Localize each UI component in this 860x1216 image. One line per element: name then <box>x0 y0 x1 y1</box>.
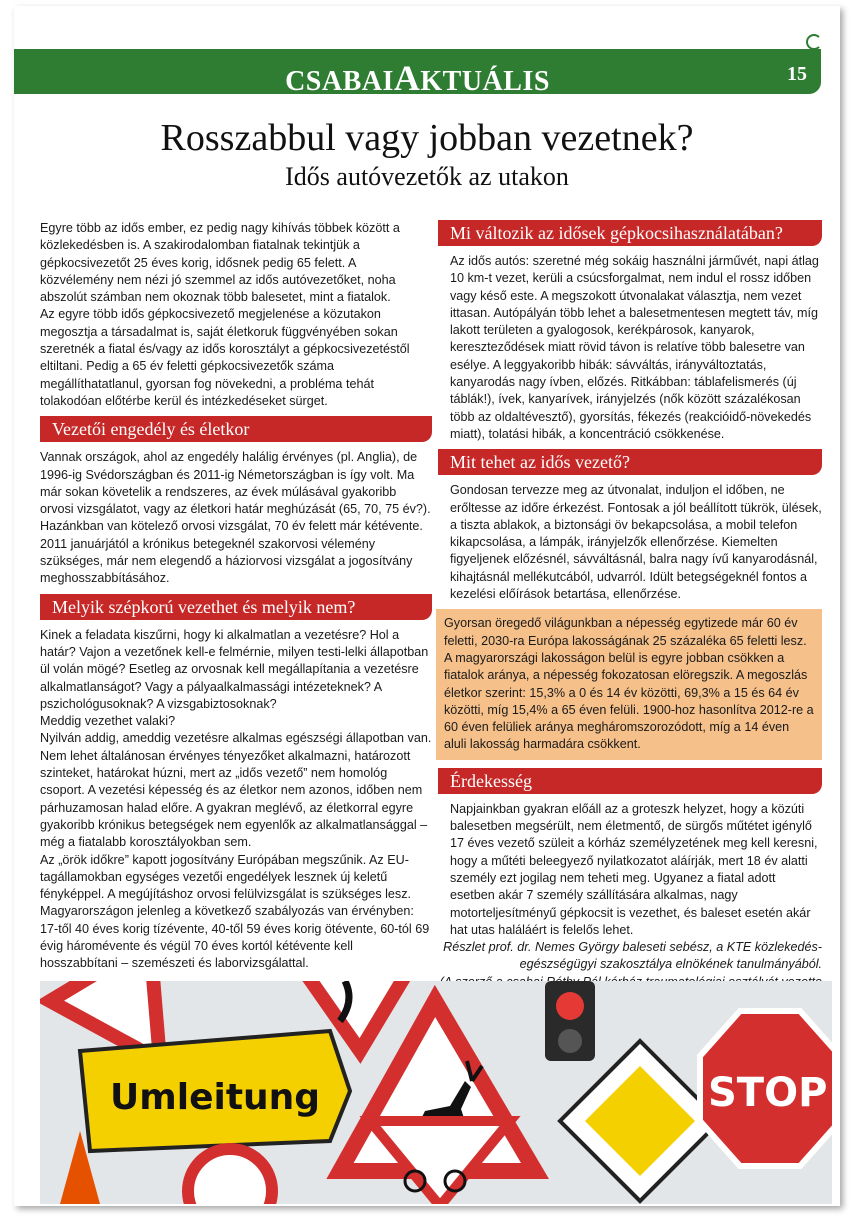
header-band <box>14 49 821 98</box>
who-can-drive-paragraph-4: Az „örök időkre” kapott jogosítvány Európában megszűnik. Az EU-tagállamokban egységes vezetői engedélyek lesznek új keletű fényképpel. A megújításhoz orvosi felülvizsgálat is szükséges lesz. Magyarországon jelenleg a következő szabályozás van érvényben: 17-től 40 éves korig tízévente, 40-től 59 éves korig ötévente, 60-tól 69 évig háromévente és végül 70 éves kortól kétévente kell hosszabbítani – szemészeti és laborvizsgálattal. <box>40 852 430 971</box>
traffic-signs-image <box>40 981 832 1204</box>
statistics-box <box>436 609 822 759</box>
magazine-name-part2: KTUÁLIS <box>420 66 550 97</box>
license-paragraph: Vannak országok, ahol az engedély halálig érvényes (pl. Anglia), de 1996-ig Svédországban és 2011-ig Németországban is így volt. Ma már sokan követelik a rendszeres, az évek múlásával gyakoribb orvosi vizsgálatot, vagy az életkori határ meghúzását (65, 70, 75 év?). Hazánkban van kötelező orvosi vizsgálat, 70 év felett már kétévente. 2011 januárjától a krónikus betegeknél szakorvosi vélemény szükséges, már nem elegendő a háziorvosi vizsgálat a jogosítvány meghosszabbításához. <box>40 450 431 586</box>
page-number: 15 <box>787 63 807 85</box>
intro-paragraph-1: Egyre több az idős ember, ez pedig nagy kihívás többek között a közlekedésben is. A szakirodalomban fiatalnak tekintjük a gépkocsivezetőt 25 éves korig, idősnek pedig 65 felett. A közvélemény nem nézi jó szemmel az idős autóvezetőket, noha abszolút számban nem okoznak több balesetet, mint a fiatalok. <box>40 221 400 305</box>
page <box>14 6 840 1206</box>
section-heading-curiosity: Érdekesség <box>438 768 822 794</box>
who-can-drive-paragraph-1: Kinek a feladata kiszűrni, hogy ki alkalmatlan a vezetésre? Hol a határ? Vajon a vezetőnek kell-e felmérnie, milyen testi-lelki állapotban ül volán mögé? Esetleg az orvosnak kell megállapítania a vezetésre alkalmatlanságot? Vagy a pályaalkalmassági intézeteknek? A pszichológusoknak? A vizsgabiztosoknak? <box>40 627 429 711</box>
section-heading-changes: Mi változik az idősek gépkocsihasználatában? <box>438 220 822 246</box>
stop-text: STOP <box>708 1070 828 1116</box>
umleitung-sign <box>80 1031 350 1151</box>
section-heading-what-can-do: Mit tehet az idős vezető? <box>438 449 822 475</box>
magazine-name-initial: A <box>393 58 421 98</box>
umleitung-text: Umleitung <box>110 1077 321 1118</box>
intro-paragraph-2: Az egyre több idős gépkocsivezető megjelenése a közutakon megosztja a társadalmat is, saját életkoruk függvényében sokan szeretnék a fiatal és/vagy az idős korosztályt a gépkocsivezetéstől eltiltani. Pedig a 65 év feletti gépkocsivezetők száma megállíthatatlanul, gyorsan fog növekedni, a probléma tehát tolakodóan előtérbe kerül és intézkedéseket sürget. <box>40 307 410 408</box>
magazine-name <box>14 57 821 99</box>
article-subtitle: Idős autóvezetők az utakon <box>285 162 569 191</box>
curiosity-paragraph: Napjainkban gyakran előáll az a groteszk helyzet, hogy a közúti balesetben megsérült, nem életmentő, de sürgős műtétet igénylő 17 éves vezető szüleit a kórház személyzetének meg kell keresni, hogy a műtéti beleegyező nyilatkozatot aláírják, mert 18 év alatti személy ezt jogilag nem teheti meg. Ugyanez a fiatal adott esetben akár 7 személy szállítására alkalmas, nagy motorteljesítményű gépkocsit is vezethet, és baleset esetén akár hat utas haláláért is felelős lehet. <box>450 801 818 937</box>
left-column <box>40 220 432 973</box>
section-heading-who-can-drive: Melyik szépkorú vezethet és melyik nem? <box>40 594 432 620</box>
prohibition-sign <box>188 1149 272 1204</box>
article-title: Rosszabbul vagy jobban vezetnek? <box>160 117 694 159</box>
who-can-drive-paragraph-3: Nyilván addig, ameddig vezetésre alkalmas egészségi állapotban van. Nem lehet általánosan érvényes tényezőket alkalmazni, határozott szinteket, határokat húzni, mert az „idős vezető” nem homológ csoport. A vezetési képesség és az életkor nem azonos, időben nem párhuzamosan halad előre. A gyakran meglévő, az életkorral egyre gyakoribb krónikus betegségek nem egyenlők az alkalmatlansággal – még a fiatalabb korosztályokban sem. <box>40 731 432 850</box>
traffic-light <box>545 981 595 1061</box>
what-can-do-paragraph: Gondosan tervezze meg az útvonalat, induljon el időben, ne erőltesse az időre érkezést. Fontosak a jól beállított tükrök, ülések, a tiszta ablakok, a biztonsági öv bekapcsolása, a mobil telefon kikapcsolása, a lámpák, irányjelzők ellenőrzése. Kiemelten figyeljenek előzésnél, sávváltásnál, balra nagy ívű kanyarodásnál, kihajtásnál mellékutcából, udvarról. Idült betegségeknél fontos a kezelési előírások betartása, ellenőrzése. <box>450 483 822 602</box>
stop-sign <box>700 1011 832 1166</box>
changes-paragraph: Az idős autós: szeretné még sokáig használni járművét, napi átlag 10 km-t vezet, kerüli a csúcsforgalmat, nem indul el rossz időben vagy késő este. A megszokott útvonalakat választja, nem vezet ittasan. Autópályán több lehet a balesetmentesen megtett táv, míg lakott területen a gyalogosok, kerékpárosok, kanyarok, kereszteződések miatt rövid távon is relatíve több balesetre van esélye. A leggyakoribb hibák: sávváltás, irányváltoztatás, kanyarodás nagy ívben, előzés. Ritkábban: táblafelismerés (új táblák!), ívek, kanyarívek, irányjelzés (nők között százalékosan több az oldaltévesztő), gyorsítás, fékezés (reakcióidő-növekedés miatt), tolatási hibák, a koncentráció csökkenése. <box>450 254 819 441</box>
who-can-drive-paragraph-2: Meddig vezethet valaki? <box>40 714 176 729</box>
right-column <box>436 220 822 1008</box>
section-heading-license: Vezetői engedély és életkor <box>40 416 432 442</box>
swirl-icon <box>806 34 822 50</box>
author-credit: Részlet prof. dr. Nemes György baleseti sebész, a KTE közlekedés-egészségügyi szakosztálya elnökének tanulmányából. <box>443 940 822 972</box>
statistics-text: Gyorsan öregedő világunkban a népesség egytizede már 60 év feletti, 2030-ra Európa lakosságának 25 százaléka 65 feletti lesz. A magyarországi lakosságon belül is egyre jobban csökken a fiatalok aránya, a népesség fokozatosan elöregszik. A megoszlás életkor szerint: 15,3% a 0 és 14 év közötti, 69,3% a 15 és 64 év közötti, míg 15,4% a 65 éven felüli. 1900-hoz hasonlítva 2012-re a 60 éven felüliek aránya megháromszorozódott, míg a 14 éven aluli lakosság harmadára csökkent. <box>444 616 814 752</box>
magazine-name-part1: CSABAI <box>285 66 394 97</box>
